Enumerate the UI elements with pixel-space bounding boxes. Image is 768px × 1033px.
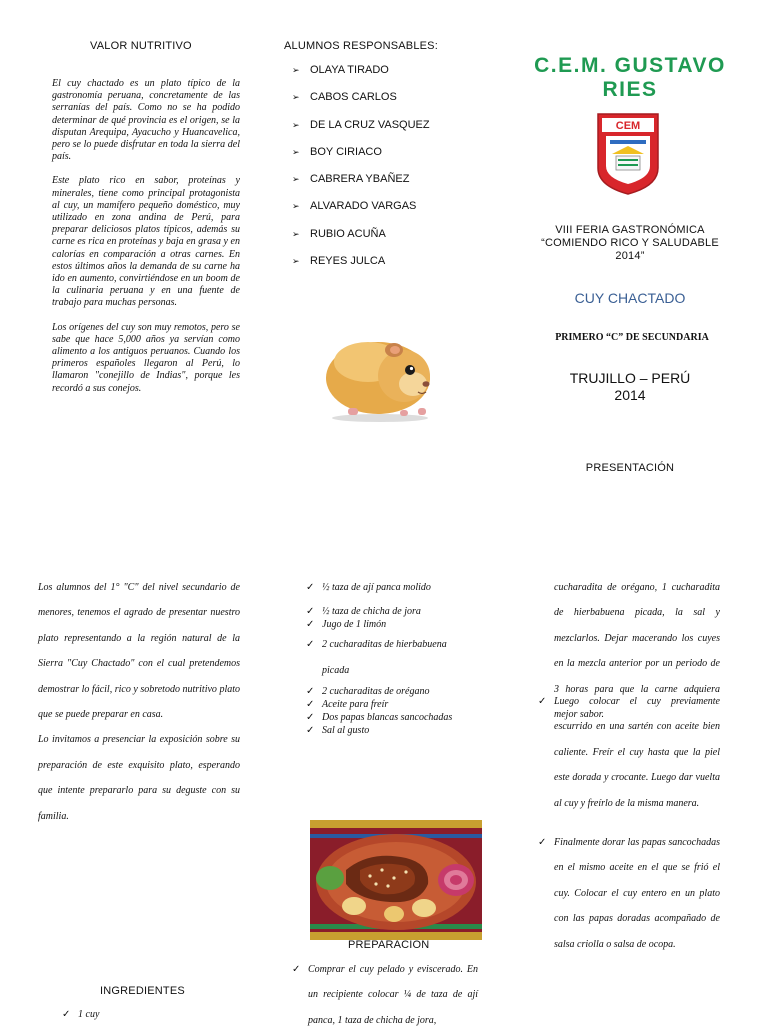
- ingredients-list-start: [62, 1009, 212, 1020]
- list-item: ✓ Aceite para freír: [306, 699, 389, 710]
- list-item: ➢ BOY CIRIACO: [292, 145, 382, 158]
- list-item: ➢ CABRERA YBAÑEZ: [292, 173, 410, 186]
- check-icon: ✓: [292, 964, 301, 975]
- list-item: ➢ OLAYA TIRADO: [292, 64, 389, 76]
- list-item: ✓ Comprar el cuy pelado y eviscerado. En un recipiente colocar ¼ de taza de ají panca, 1 taza de chicha de jora,: [292, 957, 478, 1033]
- ingredients-list: [306, 582, 486, 736]
- check-icon: ✓: [306, 639, 315, 650]
- students-heading: ALUMNOS RESPONSABLES:: [284, 40, 438, 52]
- presentation-text: [38, 575, 240, 829]
- nutrition-paragraph-3: Los orígenes del cuy son muy remotos, pero se sabe que hace 5,000 años ya servían como alimento a los antiguos peruanos. Cuando los primeros españoles llegaron al Perú, lo llamaron "conejillo de Indias", porque les recordó a sus conejos.: [52, 321, 240, 394]
- arrow-bullet-icon: ➢: [292, 119, 300, 130]
- arrow-bullet-icon: ➢: [292, 201, 300, 212]
- list-item: ✓ Dos papas blancas sancochadas: [306, 712, 453, 723]
- check-icon: ✓: [306, 619, 315, 630]
- check-icon: ✓: [538, 837, 547, 849]
- list-item: ➢ REYES JULCA: [292, 255, 386, 268]
- event-info: VIII FERIA GASTRONÓMICA “COMIENDO RICO Y SALUDABLE 2014”: [541, 224, 719, 262]
- list-item: ✓ 2 cucharaditas de hierbabuena picada: [306, 632, 486, 684]
- check-icon: ✓: [306, 582, 315, 593]
- school-name: C.E.M. GUSTAVO RIES: [534, 54, 726, 101]
- year-label: 2014: [614, 387, 646, 403]
- arrow-bullet-icon: ➢: [292, 92, 300, 103]
- nutrition-paragraph-2: Este plato rico en sabor, proteínas y minerales, tiene como principal protagonista al cuy, un mamífero pequeño doméstico, muy utilizado en zona andina de Perú, para preparar deliciosos platos típicos, además su carne es rica en proteínas y baja en grasa y en calorías en comparación a otras carnes. En estos últimos años la demanda de su carne ha ido en aumento, convirtiéndose en un boom de la culinaria peruana y en una fuente de trabajo para muchas personas.: [52, 175, 240, 309]
- list-item: ➢ ALVARADO VARGAS: [292, 200, 417, 213]
- check-icon: ✓: [538, 696, 547, 707]
- arrow-bullet-icon: ➢: [292, 146, 300, 157]
- preparation-steps-continued: [538, 689, 720, 957]
- presentation-paragraph-1: Los alumnos del 1° "C" del nivel secundario de menores, tenemos el agrado de presentar nuestro plato representando a la región natural de la Sierra "Cuy Chactado" con el cual pretendemos demostrar lo fácil, rico y sobretodo nutritivo plato que se puede preparar en casa.: [38, 582, 240, 721]
- check-icon: ✓: [306, 712, 315, 723]
- preparation-continuation: cucharadita de orégano, 1 cucharadita de hierbabuena picada, la sal y mezclarlos. Dejar macerando los cuyes en la mezcla anterior por un periodo de 3 horas para que la carne adquiera mejor sabor.: [554, 582, 720, 721]
- list-item: ✓ Jugo de 1 limón: [306, 619, 387, 630]
- dish-title: CUY CHACTADO: [574, 290, 686, 306]
- presentation-paragraph-2: Lo invitamos a presenciar la exposición sobre su preparación de este exquisito plato, esperando que intente prepararlo para su deguste con su familia.: [38, 734, 240, 822]
- list-item: ✓ Sal al gusto: [306, 725, 370, 736]
- check-icon: ✓: [62, 1009, 71, 1020]
- arrow-bullet-icon: ➢: [292, 256, 300, 267]
- list-item: ✓ 2 cucharaditas de orégano: [306, 686, 430, 697]
- school-crest-icon: [596, 112, 660, 196]
- arrow-bullet-icon: ➢: [292, 228, 300, 239]
- list-item: ➢ RUBIO ACUÑA: [292, 227, 386, 240]
- guinea-pig-icon: [318, 322, 446, 422]
- presentation-heading: PRESENTACIÓN: [585, 462, 675, 474]
- nutrition-paragraph-1: El cuy chactado es un plato típico de la gastronomía peruana, concretamente de las serranías del país. Como no se ha podido determinar de qué provincia es el origen, se la disputan Arequipa, Ayacucho y Huancavelica, pero se lo puede disfrutar en toda la sierra del país.: [52, 78, 240, 163]
- list-item: ✓ 1 cuy: [62, 1009, 100, 1020]
- nutrition-heading: VALOR NUTRITIVO: [90, 40, 192, 52]
- students-list: [292, 64, 462, 282]
- grade-label: PRIMERO “C” DE SECUNDARIA: [555, 332, 709, 343]
- arrow-bullet-icon: ➢: [292, 174, 300, 185]
- check-icon: ✓: [306, 606, 315, 617]
- ingredients-heading: INGREDIENTES: [100, 985, 185, 997]
- list-item: ✓ Luego colocar el cuy previamente escurrido en una sartén con aceite bien caliente. Freír el cuy hasta que la piel este dorada y crocante. Luego dar vuelta al cuy y freírlo de la misma manera.: [538, 689, 720, 816]
- crest-text: CEM: [615, 120, 641, 132]
- location-block: [540, 370, 720, 404]
- city-label: TRUJILLO – PERÚ: [569, 370, 691, 386]
- nutrition-text: [52, 78, 240, 407]
- preparation-heading: PREPARACION: [348, 939, 430, 951]
- list-item: ➢ CABOS CARLOS: [292, 91, 397, 104]
- list-item: ✓ Finalmente dorar las papas sancochadas en el mismo aceite en el que se frió el cuy. Colocar el cuy entero en un plato con las papas doradas acompañado de salsa criolla o salsa de ocopa.: [538, 830, 720, 957]
- check-icon: ✓: [306, 699, 315, 710]
- list-item: ✓ ½ taza de ají panca molido: [306, 582, 431, 593]
- arrow-bullet-icon: ➢: [292, 65, 300, 75]
- check-icon: ✓: [306, 725, 315, 736]
- cuy-dish-icon: [310, 820, 482, 940]
- list-item: ✓ ½ taza de chicha de jora: [306, 606, 421, 617]
- list-item: ➢ DE LA CRUZ VASQUEZ: [292, 118, 430, 131]
- check-icon: ✓: [306, 686, 315, 697]
- preparation-steps: [292, 957, 478, 1033]
